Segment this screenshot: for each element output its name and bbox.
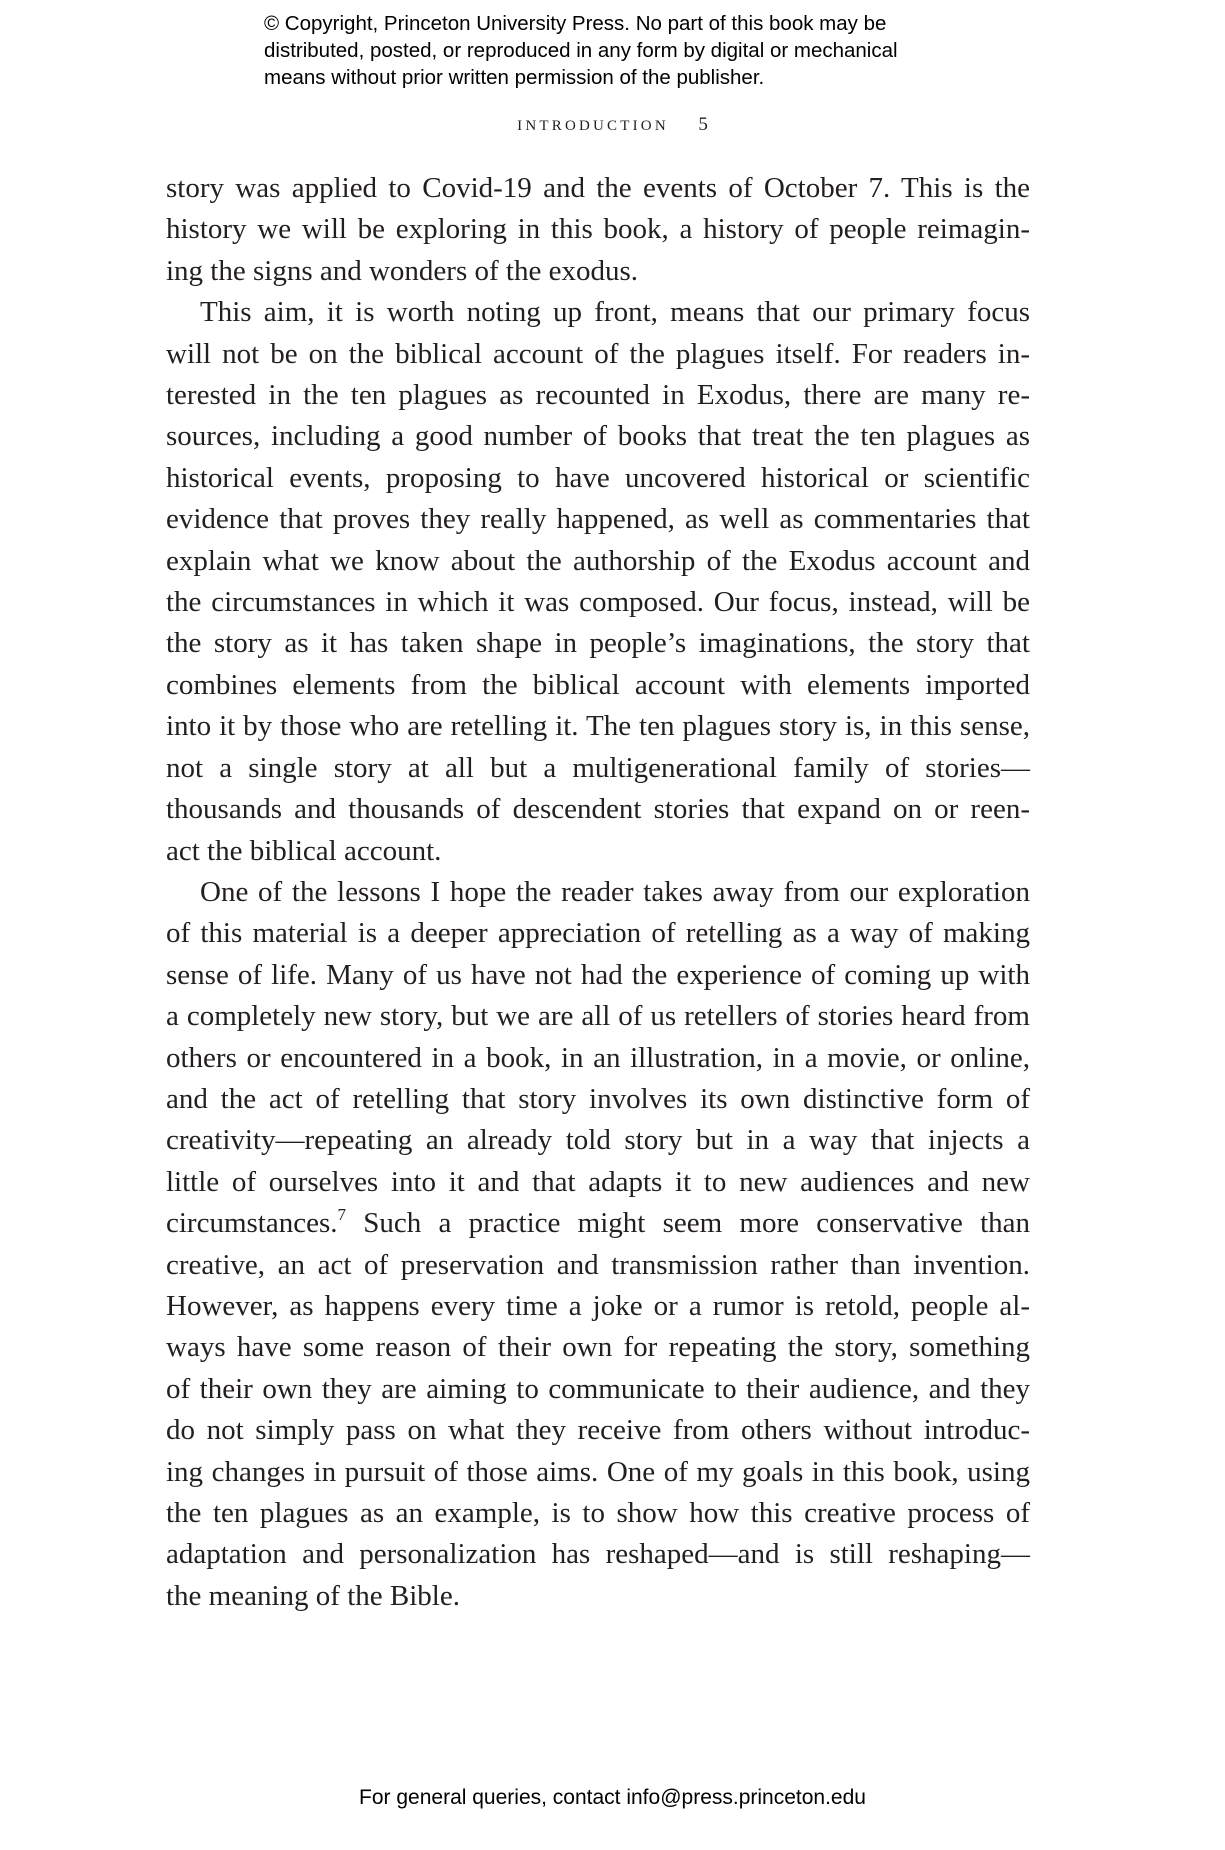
text-line: terested in the ten plagues as recounted in Exodus, there are many re- [166,379,1030,412]
text-line: historical events, proposing to have uncovered historical or scientific [166,461,1030,494]
text-line: history we will be exploring in this book, a history of people reimagin- [166,213,1030,246]
text-line: thousands and thousands of descendent stories that expand on or reen- [166,793,1030,826]
text-line: sources, including a good number of books that treat the ten plagues as [166,420,1030,453]
text-line: explain what we know about the authorship of the Exodus account and [166,544,1030,577]
paragraph-2 [166,292,1030,872]
text-line: creative, an act of preservation and transmission rather than invention. [166,1248,1030,1281]
text-line: and the act of retelling that story involves its own distinctive form of [166,1082,1030,1115]
text-line: do not simply pass on what they receive from others without introduc- [166,1414,1030,1447]
text-line: adaptation and personalization has reshaped—and is still reshaping— [166,1538,1030,1571]
running-head [0,114,1225,136]
paragraph-3 [166,872,1030,1617]
copyright-notice [264,10,1024,91]
text-fragment: Such a practice might seem more conservative than [346,1207,1030,1240]
text-line: little of ourselves into it and that adapts it to new audiences and new [166,1165,1030,1198]
text-line: the circumstances in which it was composed. Our focus, instead, will be [166,586,1030,619]
body-text [166,168,1030,1617]
text-line: a completely new story, but we are all of us retellers of stories heard from [166,1000,1030,1033]
page-number: 5 [698,114,708,135]
text-line: into it by those who are retelling it. The ten plagues story is, in this sense, [166,710,1030,743]
text-line: story was applied to Covid-19 and the events of October 7. This is the [166,172,1030,204]
text-line: sense of life. Many of us have not had the experience of coming up with [166,958,1030,991]
text-line-with-footnote [166,1203,1030,1244]
text-line: ing the signs and wonders of the exodus. [166,254,638,287]
text-line: of this material is a deeper appreciation of retelling as a way of making [166,917,1030,950]
text-line: the meaning of the Bible. [166,1579,460,1612]
text-line: ways have some reason of their own for repeating the story, something [166,1331,1030,1364]
copyright-line: means without prior written permission of the publisher. [264,66,765,89]
text-line: the story as it has taken shape in people’s imaginations, the story that [166,627,1030,660]
copyright-line: distributed, posted, or reproduced in any form by digital or mechanical [264,39,898,62]
text-line: ing changes in pursuit of those aims. One of my goals in this book, using [166,1455,1030,1488]
text-line: One of the lessons I hope the reader takes away from our exploration [200,875,1030,908]
text-line: evidence that proves they really happened, as well as commentaries that [166,503,1030,536]
running-head-title: INTRODUCTION [517,118,669,134]
text-line: not a single story at all but a multigenerational family of stories— [166,751,1030,784]
text-line: creativity—repeating an already told story but in a way that injects a [166,1124,1030,1157]
text-line: This aim, it is worth noting up front, means that our primary focus [200,296,1030,329]
text-line: act the biblical account. [166,834,442,867]
text-line: others or encountered in a book, in an illustration, in a movie, or online, [166,1041,1030,1074]
footer-contact: For general queries, contact info@press.princeton.edu [359,1786,866,1809]
footnote-marker[interactable]: 7 [337,1205,347,1225]
text-line: the ten plagues as an example, is to show how this creative process of [166,1497,1030,1529]
paragraph-1 [166,168,1030,292]
text-line: However, as happens every time a joke or a rumor is retold, people al- [166,1289,1030,1322]
text-fragment: circumstances. [166,1207,338,1240]
text-line: will not be on the biblical account of the plagues itself. For readers in- [166,337,1030,370]
text-line: of their own they are aiming to communicate to their audience, and they [166,1372,1030,1405]
copyright-line: © Copyright, Princeton University Press. No part of this book may be [264,12,887,35]
text-line: combines elements from the biblical account with elements imported [166,668,1030,701]
